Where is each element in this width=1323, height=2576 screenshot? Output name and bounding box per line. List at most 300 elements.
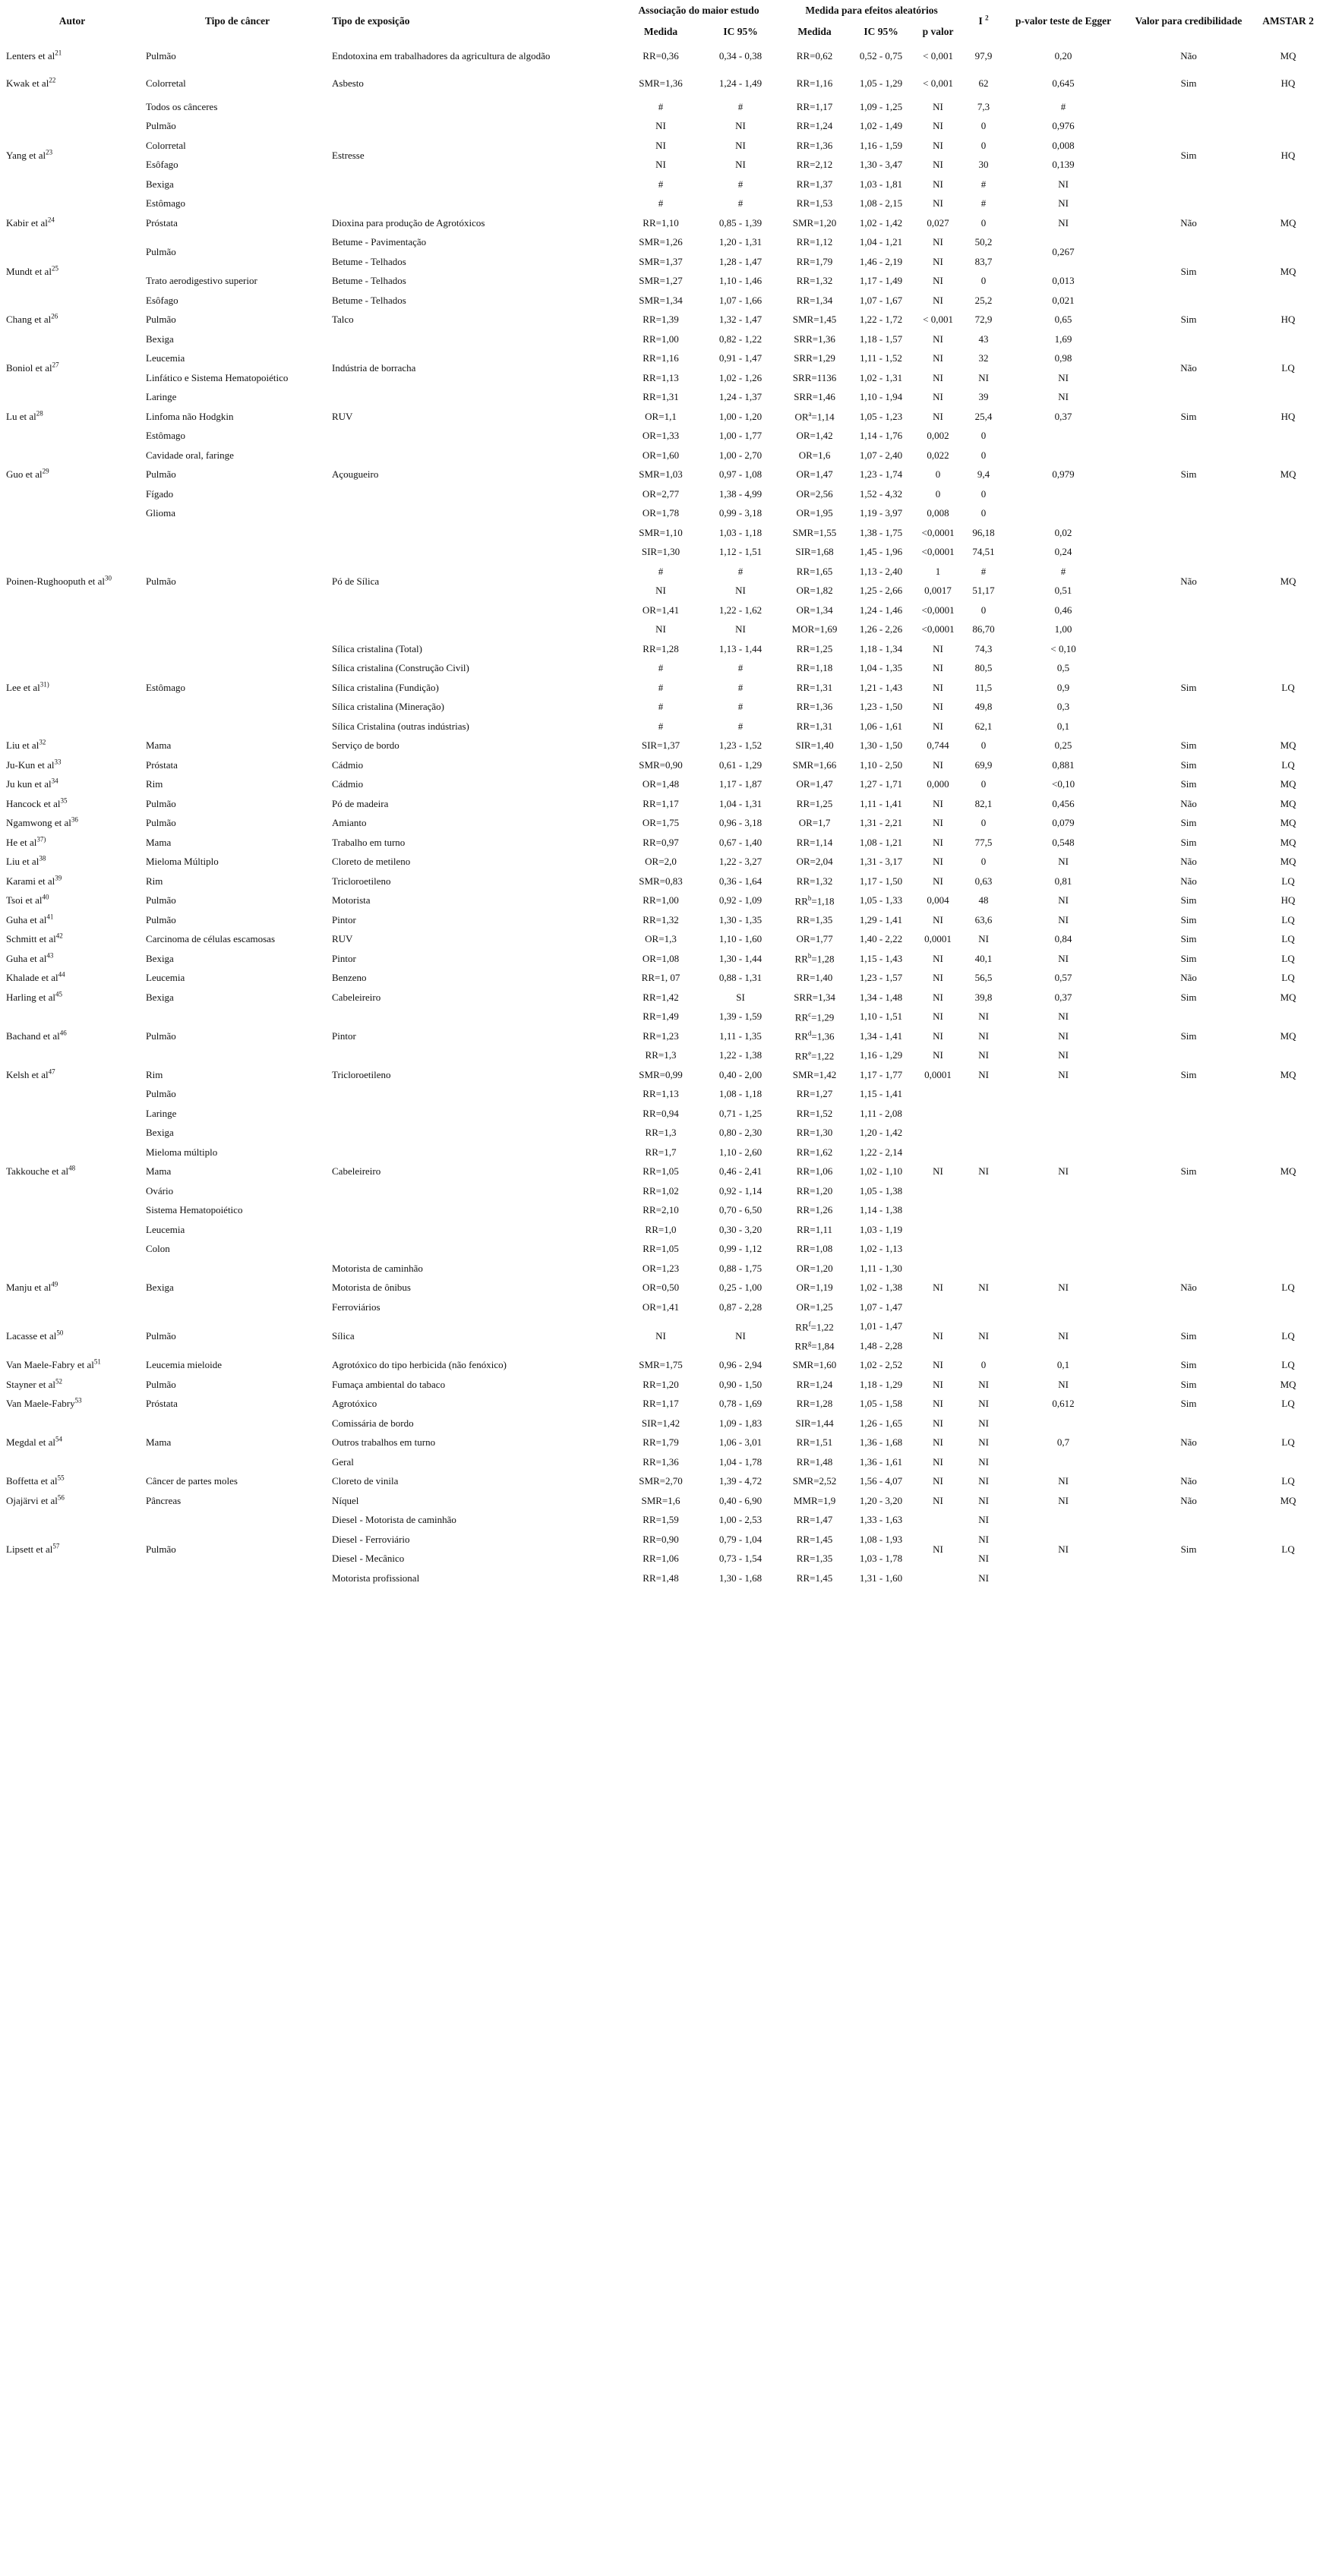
egger-p-value-cell: 0,976 (1052, 120, 1075, 132)
p-value-cell: NI (933, 120, 943, 132)
table-row (0, 1472, 1323, 1492)
author-text: Kabir et al (6, 216, 48, 229)
cancer-type-cell (144, 1317, 330, 1356)
egger-p-value-text: NI (1058, 1330, 1069, 1342)
i2-cell: 0 (980, 739, 987, 752)
amstar2-cell: MQ (1280, 797, 1296, 809)
largest-study-ci-cell: 0,96 - 2,94 (718, 1359, 763, 1371)
author-cell (0, 43, 144, 70)
amstar2-cell: MQ (1280, 856, 1296, 868)
author-cell (0, 1085, 144, 1260)
p-value-cell: <0,0001 (921, 623, 955, 635)
credibility-cell (1124, 1085, 1253, 1260)
table-header (0, 0, 1323, 43)
p-value-cell: NI (933, 1049, 943, 1061)
i2-cell: NI (978, 1475, 989, 1487)
credibility-cell (1124, 639, 1253, 736)
random-effects-measure-text: RR (794, 1011, 809, 1023)
exposure-type-cell (330, 1085, 619, 1260)
largest-study-ci-cell: NI (735, 159, 746, 171)
random-effects-measure-cell (778, 1336, 851, 1356)
cancer-type-cell: Colorretal (146, 139, 186, 151)
random-effects-ci-cell: 1,09 - 1,25 (859, 100, 903, 112)
p-value-cell: NI (933, 294, 943, 306)
p-value-cell (911, 1317, 965, 1356)
author-cell (0, 853, 144, 872)
largest-study-measure-cell: SMR=0,83 (639, 875, 683, 887)
reference-number: 21 (55, 49, 62, 57)
i2-cell: 0 (980, 817, 987, 829)
footnote-marker: g (807, 1339, 812, 1348)
credibility-cell: Sim (1180, 894, 1197, 906)
random-effects-ci-cell: 1,11 - 1,52 (860, 352, 902, 364)
random-effects-measure-cell: SMR=2,52 (792, 1475, 837, 1487)
largest-study-ci-cell: 0,79 - 1,04 (718, 1533, 763, 1545)
largest-study-ci-cell: 0,92 - 1,14 (718, 1184, 763, 1197)
largest-study-measure-cell: RR=1,16 (643, 352, 679, 364)
random-effects-measure-cell: RR=1,32 (796, 875, 833, 887)
table-row (0, 233, 1323, 253)
egger-p-value-cell: 0,013 (1052, 275, 1075, 287)
egger-p-value-cell: 0,20 (1054, 50, 1072, 61)
p-value-cell: 0,0001 (924, 1068, 952, 1080)
random-effects-ci-cell: 1,22 - 2,14 (859, 1146, 903, 1158)
reference-number: 55 (57, 1474, 65, 1482)
largest-study-ci-cell: 1,00 - 2,70 (718, 449, 763, 461)
p-value-cell: NI (933, 333, 943, 345)
random-effects-measure-cell: RR=1,35 (796, 913, 833, 925)
credibility-cell: Não (1180, 797, 1197, 809)
egger-p-value-cell: NI (1058, 371, 1069, 383)
largest-study-ci-cell: 0,85 - 1,39 (718, 216, 763, 229)
author-text: Ju-Kun et al (6, 758, 55, 771)
random-effects-measure-cell: OR=2,56 (796, 487, 833, 500)
random-effects-measure-cell: MMR=1,9 (793, 1494, 836, 1506)
i2-cell: 62,1 (974, 720, 993, 732)
random-effects-ci-cell: 1,16 - 1,59 (859, 139, 903, 151)
cancer-type-text: Estômago (146, 681, 185, 693)
p-value-cell: NI (933, 352, 943, 364)
reference-number: 49 (51, 1280, 58, 1288)
author-text: Guo et al (6, 468, 43, 481)
author-cell (0, 969, 144, 988)
i2-cell: NI (978, 1417, 989, 1429)
random-effects-ci-cell: 1,03 - 1,78 (859, 1553, 903, 1565)
credibility-cell (1124, 329, 1253, 407)
author-text: Khalade et al (6, 972, 58, 984)
largest-study-ci-cell: 1,13 - 1,44 (718, 642, 763, 654)
p-value-cell: NI (933, 1398, 943, 1410)
cancer-type-text: Pulmão (146, 246, 176, 257)
largest-study-measure-cell: SMR=1,36 (639, 77, 683, 89)
random-effects-ci-cell: 1,10 - 1,94 (859, 391, 903, 403)
exposure-type-cell: Betume - Telhados (332, 275, 406, 287)
exposure-type-cell: Sílica cristalina (Construção Civil) (332, 662, 469, 674)
largest-study-measure-cell: RR=1,32 (643, 913, 679, 925)
random-effects-measure-cell: SIR=1,68 (795, 546, 834, 558)
amstar2-cell: HQ (1280, 314, 1296, 326)
largest-study-ci-cell: 1,20 - 1,31 (718, 236, 763, 248)
exposure-type-cell (330, 1317, 619, 1356)
random-effects-ci-cell: 1,36 - 1,61 (859, 1455, 903, 1468)
random-effects-measure-text: RR (794, 1030, 808, 1042)
cancer-type-cell: Colorretal (146, 77, 186, 89)
footnote-marker: e (808, 1048, 812, 1057)
egger-p-value-text: 0,7 (1056, 1436, 1070, 1449)
random-effects-ci-cell: 1,14 - 1,76 (859, 430, 903, 442)
egger-p-value-cell: 0,57 (1054, 972, 1072, 984)
random-effects-measure-cell: RR=1,28 (796, 1398, 833, 1410)
cancer-type-cell: Próstata (146, 1398, 178, 1410)
largest-study-measure-cell: # (658, 197, 664, 210)
random-effects-ci-cell: 1,26 - 1,65 (859, 1417, 903, 1429)
amstar2-cell (1253, 1414, 1323, 1472)
largest-study-ci-cell: 0,80 - 2,30 (718, 1127, 763, 1139)
p-value-cell: NI (933, 913, 943, 925)
reference-number: 44 (58, 970, 65, 979)
credibility-cell: Sim (1180, 991, 1197, 1003)
egger-p-value-cell: 0,021 (1052, 294, 1075, 306)
i2-cell: 63,6 (974, 913, 993, 925)
header-i2-sup: 2 (985, 14, 989, 22)
random-effects-ci-cell: 1,05 - 1,29 (859, 77, 903, 89)
p-value-cell (911, 1511, 965, 1588)
random-effects-ci-cell: 1,06 - 1,61 (859, 720, 903, 732)
amstar2-cell: MQ (1280, 50, 1296, 61)
largest-study-measure-cell: RR=1,49 (643, 1011, 679, 1023)
largest-study-ci-cell: 1,09 - 1,83 (718, 1417, 763, 1429)
i2-cell: 56,5 (974, 972, 993, 984)
egger-p-value-cell: 0,51 (1054, 585, 1072, 597)
header-i2 (965, 0, 1003, 43)
table-row (0, 1491, 1323, 1511)
random-effects-measure-text: RR (794, 953, 808, 965)
random-effects-measure-cell (778, 891, 851, 911)
credibility-text: Não (1180, 575, 1197, 587)
random-effects-measure-cell: RR=1,65 (796, 565, 833, 577)
author-cell (0, 814, 144, 834)
random-effects-measure-cell: RR=1,06 (796, 1165, 833, 1178)
amstar2-cell: MQ (1280, 739, 1296, 752)
random-effects-ci-cell: 1,17 - 1,50 (859, 875, 903, 887)
random-effects-ci-cell: 1,23 - 1,57 (859, 972, 903, 984)
table-row (0, 891, 1323, 911)
random-effects-measure-cell: OR=1,19 (796, 1282, 833, 1294)
random-effects-measure-cell: RR=1,36 (796, 139, 833, 151)
credibility-cell: Não (1180, 50, 1197, 61)
egger-p-value-cell: NI (1058, 952, 1069, 964)
credibility-text: Sim (1180, 468, 1197, 481)
i2-cell: 0 (980, 120, 987, 132)
p-value-cell: NI (933, 817, 943, 829)
exposure-type-cell: Motorista de caminhão (332, 1262, 423, 1274)
largest-study-measure-cell: RR=1,0 (645, 1223, 677, 1235)
amstar2-cell: LQ (1281, 913, 1295, 925)
random-effects-ci-cell: 1,05 - 1,33 (859, 894, 903, 906)
random-effects-ci-cell: 1,46 - 2,19 (859, 255, 903, 267)
largest-study-ci-cell: 1,10 - 1,46 (718, 275, 763, 287)
random-effects-ci-cell: 1,10 - 2,50 (859, 758, 903, 771)
footnote-marker: c (808, 1010, 812, 1018)
p-value-cell: NI (933, 681, 943, 693)
random-effects-ci-cell: 1,04 - 1,21 (859, 236, 903, 248)
random-effects-measure-cell: RR=1,12 (796, 236, 833, 248)
largest-study-ci-cell: # (737, 565, 744, 577)
random-effects-measure-cell: SIR=1,44 (795, 1417, 834, 1429)
author-cell (0, 311, 144, 330)
cancer-type-cell (144, 233, 330, 272)
largest-study-measure-cell: SIR=1,42 (641, 1417, 680, 1429)
largest-study-ci-cell: 1,08 - 1,18 (718, 1088, 763, 1100)
i2-cell: 0 (980, 778, 987, 790)
author-text: Poinen-Rughooputh et al (6, 575, 105, 587)
exposure-type-cell (330, 97, 619, 213)
largest-study-measure-cell: RR=0,97 (643, 836, 679, 848)
largest-study-ci-cell: 1,22 - 1,38 (718, 1049, 763, 1061)
credibility-cell (1124, 1259, 1253, 1317)
i2-cell: 0 (980, 1359, 987, 1371)
reference-number: 29 (42, 467, 49, 475)
author-text: Ngamwong et al (6, 817, 71, 829)
i2-cell: # (980, 197, 987, 210)
i2-cell: 96,18 (972, 526, 995, 538)
random-effects-ci-cell: 1,56 - 4,07 (859, 1475, 903, 1487)
p-value-cell: < 0,001 (923, 314, 953, 326)
random-effects-ci-cell: 1,08 - 1,21 (859, 836, 903, 848)
exposure-type-cell (330, 329, 619, 407)
random-effects-measure-cell: OR=1,47 (796, 468, 833, 481)
p-value-cell: 0,0017 (924, 585, 952, 597)
largest-study-measure-cell: RR=1,3 (645, 1127, 677, 1139)
cancer-type-cell (144, 523, 330, 639)
largest-study-measure-cell: SIR=1,30 (641, 546, 680, 558)
random-effects-measure-cell: RR=1,18 (796, 662, 833, 674)
table-row (0, 407, 1323, 427)
random-effects-measure-cell: RR=1,37 (796, 178, 833, 190)
egger-p-value-cell: 0,612 (1052, 1398, 1075, 1410)
largest-study-measure-cell: RR=1,59 (643, 1514, 679, 1526)
author-text: Boniol et al (6, 362, 52, 374)
amstar2-cell: HQ (1280, 894, 1296, 906)
cancer-type-text: Mama (146, 1436, 172, 1449)
random-effects-ci-cell: 1,20 - 1,42 (859, 1127, 903, 1139)
author-cell (0, 1414, 144, 1472)
random-effects-ci-cell: 1,11 - 2,08 (860, 1107, 902, 1119)
p-value-cell: <0,0001 (921, 604, 955, 616)
largest-study-ci-cell: 1,02 - 1,26 (718, 371, 763, 383)
i2-cell: 0 (980, 430, 987, 442)
i2-cell: NI (978, 1398, 989, 1410)
largest-study-measure-cell: # (658, 565, 664, 577)
random-effects-ci-cell: 1,02 - 1,49 (859, 120, 903, 132)
amstar2-text: LQ (1281, 1543, 1295, 1555)
largest-study-ci-cell: 0,61 - 1,29 (718, 758, 763, 771)
p-value-cell: NI (933, 856, 943, 868)
amstar2-text: LQ (1281, 681, 1295, 693)
footnote-marker: b (807, 894, 812, 902)
egger-p-value-cell: 0,9 (1056, 681, 1070, 693)
exposure-type-cell: Benzeno (332, 972, 367, 984)
p-value-cell: NI (933, 371, 943, 383)
cancer-type-cell: Bexiga (146, 952, 174, 964)
random-effects-measure-value: =1,22 (811, 1049, 835, 1061)
exposure-type-text: Pintor (332, 1029, 356, 1042)
cancer-type-cell: Pulmão (146, 894, 176, 906)
exposure-type-cell: Betume - Telhados (332, 294, 406, 306)
cancer-type-cell: Bexiga (146, 333, 174, 345)
reference-number: 50 (56, 1329, 64, 1337)
random-effects-ci-cell: 1,40 - 2,22 (859, 933, 903, 945)
random-effects-ci-cell: 1,08 - 2,15 (859, 197, 903, 210)
i2-cell (965, 1259, 1003, 1317)
random-effects-ci-cell: 1,48 - 2,28 (859, 1339, 903, 1351)
author-cell (0, 1356, 144, 1376)
random-effects-measure-cell: MOR=1,69 (791, 623, 838, 635)
credibility-cell (1124, 1317, 1253, 1356)
reference-number: 47 (48, 1067, 55, 1076)
author-text: He et al (6, 836, 37, 848)
egger-p-value-cell: NI (1058, 856, 1069, 868)
exposure-type-cell: Cádmio (332, 758, 364, 771)
largest-study-measure-cell: SMR=1,10 (639, 526, 683, 538)
largest-study-measure-cell: SMR=1,34 (639, 294, 683, 306)
i2-cell: 0 (980, 449, 987, 461)
largest-study-measure-cell: # (658, 720, 664, 732)
amstar2-cell: MQ (1280, 1494, 1296, 1506)
random-effects-measure-cell: OR=2,04 (796, 856, 833, 868)
exposure-type-cell: Cádmio (332, 778, 364, 790)
random-effects-ci-cell: 1,45 - 1,96 (859, 546, 903, 558)
random-effects-measure-cell: RR=1,14 (796, 836, 833, 848)
author-text: Guha et al (6, 952, 47, 964)
largest-study-ci-cell: 0,88 - 1,75 (718, 1262, 763, 1274)
random-effects-ci-cell: 1,05 - 1,23 (859, 410, 903, 422)
credibility-cell (1124, 97, 1253, 213)
largest-study-measure-cell: # (658, 178, 664, 190)
amstar2-cell: MQ (1280, 991, 1296, 1003)
amstar2-cell: MQ (1280, 778, 1296, 790)
amstar2-cell: MQ (1280, 1378, 1296, 1390)
exposure-type-cell: Diesel - Ferroviário (332, 1533, 410, 1545)
exposure-type-cell: Motorista (332, 894, 371, 906)
random-effects-measure-cell: RR=1,45 (796, 1533, 833, 1545)
egger-p-value-cell: NI (1058, 1049, 1069, 1061)
author-cell (0, 930, 144, 950)
i2-cell: 11,5 (974, 681, 993, 693)
i2-cell: 62 (978, 77, 989, 89)
table-row (0, 969, 1323, 988)
amstar2-text: MQ (1280, 1029, 1296, 1042)
exposure-type-cell: Diesel - Mecânico (332, 1553, 405, 1565)
cancer-type-cell (144, 1511, 330, 1588)
largest-study-measure-cell: SMR=1,75 (639, 1359, 683, 1371)
egger-p-value-cell: 0,84 (1054, 933, 1072, 945)
random-effects-measure-value: =1,29 (811, 1011, 835, 1023)
exposure-type-text: Sílica (332, 1330, 355, 1342)
i2-cell: # (980, 178, 987, 190)
i2-text: NI (978, 1165, 989, 1178)
random-effects-ci-cell: 1,20 - 3,20 (859, 1494, 903, 1506)
largest-study-measure-cell: RR=1,28 (643, 642, 679, 654)
egger-p-value-cell (1003, 1414, 1124, 1472)
largest-study-measure-cell: OR=1,1 (645, 410, 677, 422)
random-effects-measure-cell: OR=1,25 (796, 1301, 833, 1313)
exposure-type-cell: Sílica cristalina (Total) (332, 642, 422, 654)
egger-p-value-cell: 0,3 (1056, 701, 1070, 713)
random-effects-ci-cell: 0,52 - 0,75 (859, 50, 903, 61)
credibility-cell (1124, 1414, 1253, 1472)
i2-cell: 30 (978, 159, 989, 171)
i2-cell: 0 (980, 275, 987, 287)
largest-study-measure-cell: SMR=2,70 (639, 1475, 683, 1487)
i2-cell: 0 (980, 139, 987, 151)
i2-cell: NI (978, 1049, 989, 1061)
largest-study-measure-cell: RR=1,17 (643, 797, 679, 809)
largest-study-measure-cell: # (658, 100, 664, 112)
exposure-type-cell: Sílica cristalina (Mineração) (332, 701, 444, 713)
p-value-cell: NI (933, 720, 943, 732)
cancer-type-cell: Rim (146, 778, 163, 790)
largest-study-ci-cell: 1,23 - 1,52 (718, 739, 763, 752)
i2-text: NI (978, 1330, 989, 1342)
largest-study-measure-cell: NI (655, 623, 666, 635)
table-row (0, 814, 1323, 834)
random-effects-measure-cell: OR=1,77 (796, 933, 833, 945)
random-effects-measure-text: OR (794, 411, 809, 423)
egger-p-value-cell: NI (1058, 391, 1069, 403)
author-text: Hancock et al (6, 797, 61, 809)
cancer-type-cell: Carcinoma de células escamosas (146, 933, 276, 945)
header-credibilidade: Valor para credibilidade (1135, 15, 1242, 27)
random-effects-measure-cell: OR=1,20 (796, 1262, 833, 1274)
cancer-type-text: Bexiga (146, 1282, 174, 1294)
p-value-cell: NI (933, 875, 943, 887)
random-effects-measure-cell (778, 1007, 851, 1027)
p-value-cell (911, 1085, 965, 1260)
reference-number: 41 (46, 913, 54, 921)
reference-number: 42 (55, 932, 63, 940)
largest-study-ci-cell: 0,91 - 1,47 (718, 352, 763, 364)
random-effects-ci-cell: 1,34 - 1,48 (859, 991, 903, 1003)
credibility-text: Sim (1180, 681, 1197, 693)
random-effects-ci-cell: 1,30 - 3,47 (859, 159, 903, 171)
random-effects-ci-cell: 1,03 - 1,81 (859, 178, 903, 190)
table-row (0, 523, 1323, 543)
random-effects-ci-cell: 1,18 - 1,34 (859, 642, 903, 654)
author-text: Van Maele-Fabry (6, 1398, 75, 1410)
author-cell (0, 736, 144, 756)
egger-p-value-cell: 0,25 (1054, 739, 1072, 752)
random-effects-measure-cell: SIR=1,40 (795, 739, 834, 752)
credibility-cell: Sim (1180, 778, 1197, 790)
i2-cell: NI (978, 1514, 989, 1526)
exposure-type-cell: Geral (332, 1455, 354, 1468)
cancer-type-cell: Esôfago (146, 159, 178, 171)
egger-p-value-text: NI (1058, 1282, 1069, 1294)
i2-cell: 7,3 (977, 100, 990, 112)
table-row (0, 1259, 1323, 1279)
i2-cell: 83,7 (974, 255, 993, 267)
random-effects-measure-cell: RR=1,51 (796, 1436, 833, 1449)
random-effects-ci-cell: 1,04 - 1,35 (859, 662, 903, 674)
largest-study-ci-cell: NI (735, 120, 746, 132)
largest-study-measure-cell: RR=1,10 (643, 216, 679, 229)
reference-number: 27 (52, 361, 59, 369)
exposure-type-cell: Tricloroetileno (332, 875, 391, 887)
p-value-cell: NI (933, 391, 943, 403)
largest-study-ci-cell: 1,12 - 1,51 (718, 546, 763, 558)
table-row (0, 639, 1323, 659)
